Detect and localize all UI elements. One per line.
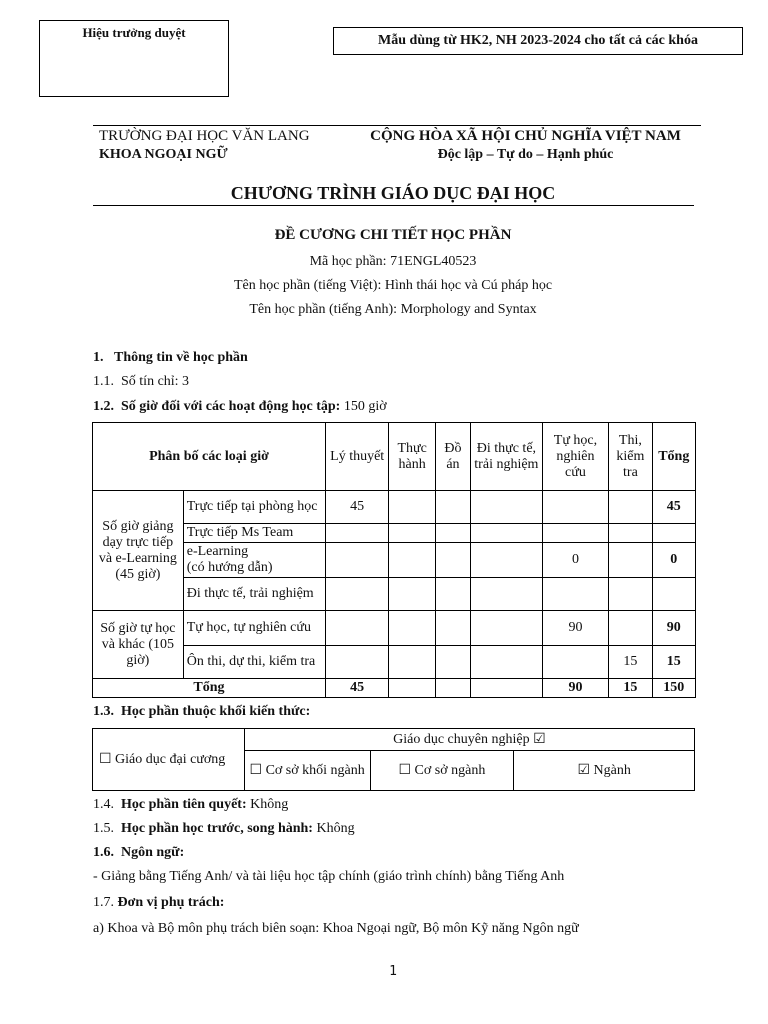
template-note: Mẫu dùng từ HK2, NH 2023-2024 cho tất cả các khóa: [333, 27, 743, 55]
cell-self-study: [542, 524, 609, 543]
section-number: 1.1.: [93, 374, 114, 389]
header-practice: Thực hành: [389, 423, 435, 491]
section-1-4: [93, 797, 288, 813]
cell-theory: 45: [325, 491, 389, 524]
total-self-study: 90: [542, 679, 609, 698]
foundation-major-checkbox[interactable]: ☐ Cơ sở ngành: [370, 751, 514, 791]
cell-project: [435, 578, 470, 611]
general-education-checkbox[interactable]: ☐ Giáo dục đại cương: [93, 729, 245, 791]
header-exam: Thi, kiểm tra: [609, 423, 652, 491]
department-label: Đơn vị phụ trách:: [117, 895, 225, 910]
page-number: 1: [389, 964, 397, 979]
row-label: Đi thực tế, trải nghiệm: [183, 578, 325, 611]
row-label: e-Learning (có hướng dẫn): [183, 543, 325, 578]
section-1-1: [93, 374, 189, 390]
cell-exam: [609, 611, 652, 646]
header-allocation: Phân bố các loại giờ: [93, 423, 326, 491]
hours-table: [92, 422, 696, 698]
approval-title: Hiệu trưởng duyệt: [82, 25, 186, 40]
cell-practice: [389, 491, 435, 524]
cell-practice: [389, 524, 435, 543]
cell-exam: [609, 578, 652, 611]
cell-total: [652, 578, 695, 611]
cell-practice: [389, 543, 435, 578]
cell-practice: [389, 611, 435, 646]
course-name-vi: Tên học phần (tiếng Việt): Hình thái học và Cú pháp học: [233, 278, 553, 293]
cell-practice: [389, 646, 435, 679]
section-title: Thông tin về học phần: [114, 350, 248, 365]
cell-total: 45: [652, 491, 695, 524]
section-number: 1.: [93, 350, 104, 365]
group-self-study-hours: Số giờ tự học và khác (105 giờ): [93, 611, 184, 679]
cell-practice: [389, 578, 435, 611]
principal-approval-box: [39, 20, 229, 97]
section-1-5: [93, 821, 355, 837]
header-field: Đi thực tế, trải nghiệm: [471, 423, 543, 491]
section-1-6: [93, 845, 184, 861]
section-number: 1.7.: [93, 895, 114, 910]
cell-total: 15: [652, 646, 695, 679]
totals-label: Tổng: [93, 679, 326, 698]
total-field: [471, 679, 543, 698]
cell-exam: [609, 524, 652, 543]
hours-value: 150 giờ: [343, 399, 387, 414]
row-label: Trực tiếp tại phòng học: [183, 491, 325, 524]
row-label: Trực tiếp Ms Team: [183, 524, 325, 543]
total-project: [435, 679, 470, 698]
group-teaching-hours: Số giờ giảng dạy trực tiếp và e-Learning (45 giờ): [93, 491, 184, 611]
cell-project: [435, 524, 470, 543]
foundation-block-checkbox[interactable]: ☐ Cơ sở khối ngành: [244, 751, 370, 791]
prior-course-value: Không: [316, 821, 355, 836]
cell-theory: [325, 543, 389, 578]
professional-education-checkbox[interactable]: Giáo dục chuyên nghiệp ☑: [244, 729, 694, 751]
major-checkbox[interactable]: ☑ Ngành: [514, 751, 695, 791]
language-text: - Giảng bằng Tiếng Anh/ và tài liệu học tập chính (giáo trình chính) bằng Tiếng Anh: [93, 869, 565, 884]
grand-total: 150: [652, 679, 695, 698]
cell-field: [471, 524, 543, 543]
row-label: Ôn thi, dự thi, kiểm tra: [183, 646, 325, 679]
course-code: Mã học phần: 71ENGL40523: [309, 254, 477, 269]
prerequisite-value: Không: [250, 797, 289, 812]
section-number: 1.3.: [93, 704, 114, 719]
course-name-en: Tên học phần (tiếng Anh): Morphology and Syntax: [249, 302, 537, 317]
nation-name: CỘNG HÒA XÃ HỘI CHỦ NGHĨA VIỆT NAM: [370, 128, 681, 144]
prior-course-label: Học phần học trước, song hành:: [121, 821, 313, 836]
cell-theory: [325, 646, 389, 679]
total-theory: 45: [325, 679, 389, 698]
knowledge-block-table: [92, 728, 695, 791]
cell-self-study: 0: [542, 543, 609, 578]
total-exam: 15: [609, 679, 652, 698]
cell-total: 0: [652, 543, 695, 578]
cell-self-study: 90: [542, 611, 609, 646]
cell-total: 90: [652, 611, 695, 646]
cell-project: [435, 543, 470, 578]
cell-project: [435, 611, 470, 646]
section-title: Học phần thuộc khối kiến thức:: [121, 704, 311, 719]
total-practice: [389, 679, 435, 698]
section-1-2: [93, 399, 387, 415]
header-top-rule: [93, 125, 701, 126]
nation-motto: Độc lập – Tự do – Hạnh phúc: [437, 147, 614, 162]
credits-text: Số tín chỉ: 3: [121, 374, 190, 389]
cell-self-study: [542, 646, 609, 679]
cell-exam: [609, 543, 652, 578]
header-self-study: Tự học, nghiên cứu: [542, 423, 609, 491]
section-1-3: [93, 704, 310, 720]
section-number: 1.2.: [93, 399, 114, 414]
program-title: CHƯƠNG TRÌNH GIÁO DỤC ĐẠI HỌC: [230, 183, 556, 203]
cell-project: [435, 491, 470, 524]
header-project: Đồ án: [435, 423, 470, 491]
cell-theory: [325, 611, 389, 646]
program-title-rule: [93, 205, 694, 206]
cell-exam: 15: [609, 646, 652, 679]
language-label: Ngôn ngữ:: [121, 845, 185, 860]
header-total: Tổng: [652, 423, 695, 491]
cell-self-study: [542, 578, 609, 611]
cell-self-study: [542, 491, 609, 524]
cell-theory: [325, 578, 389, 611]
section-number: 1.5.: [93, 821, 114, 836]
row-label: Tự học, tự nghiên cứu: [183, 611, 325, 646]
cell-field: [471, 611, 543, 646]
school-name: TRƯỜNG ĐẠI HỌC VĂN LANG: [99, 128, 310, 144]
cell-project: [435, 646, 470, 679]
document-title: ĐỀ CƯƠNG CHI TIẾT HỌC PHẦN: [274, 227, 512, 243]
section-number: 1.4.: [93, 797, 114, 812]
cell-field: [471, 578, 543, 611]
cell-field: [471, 543, 543, 578]
hours-label: Số giờ đối với các hoạt động học tập:: [121, 399, 341, 414]
cell-total: [652, 524, 695, 543]
section-1-heading: [93, 350, 248, 366]
cell-field: [471, 491, 543, 524]
section-number: 1.6.: [93, 845, 114, 860]
prerequisite-label: Học phần tiên quyết:: [121, 797, 247, 812]
cell-field: [471, 646, 543, 679]
section-1-7: [93, 895, 224, 911]
faculty-name: KHOA NGOẠI NGỮ: [99, 147, 228, 162]
header-theory: Lý thuyết: [325, 423, 389, 491]
department-text: a) Khoa và Bộ môn phụ trách biên soạn: Khoa Ngoại ngữ, Bộ môn Kỹ năng Ngôn ngữ: [93, 921, 579, 936]
cell-theory: [325, 524, 389, 543]
cell-exam: [609, 491, 652, 524]
